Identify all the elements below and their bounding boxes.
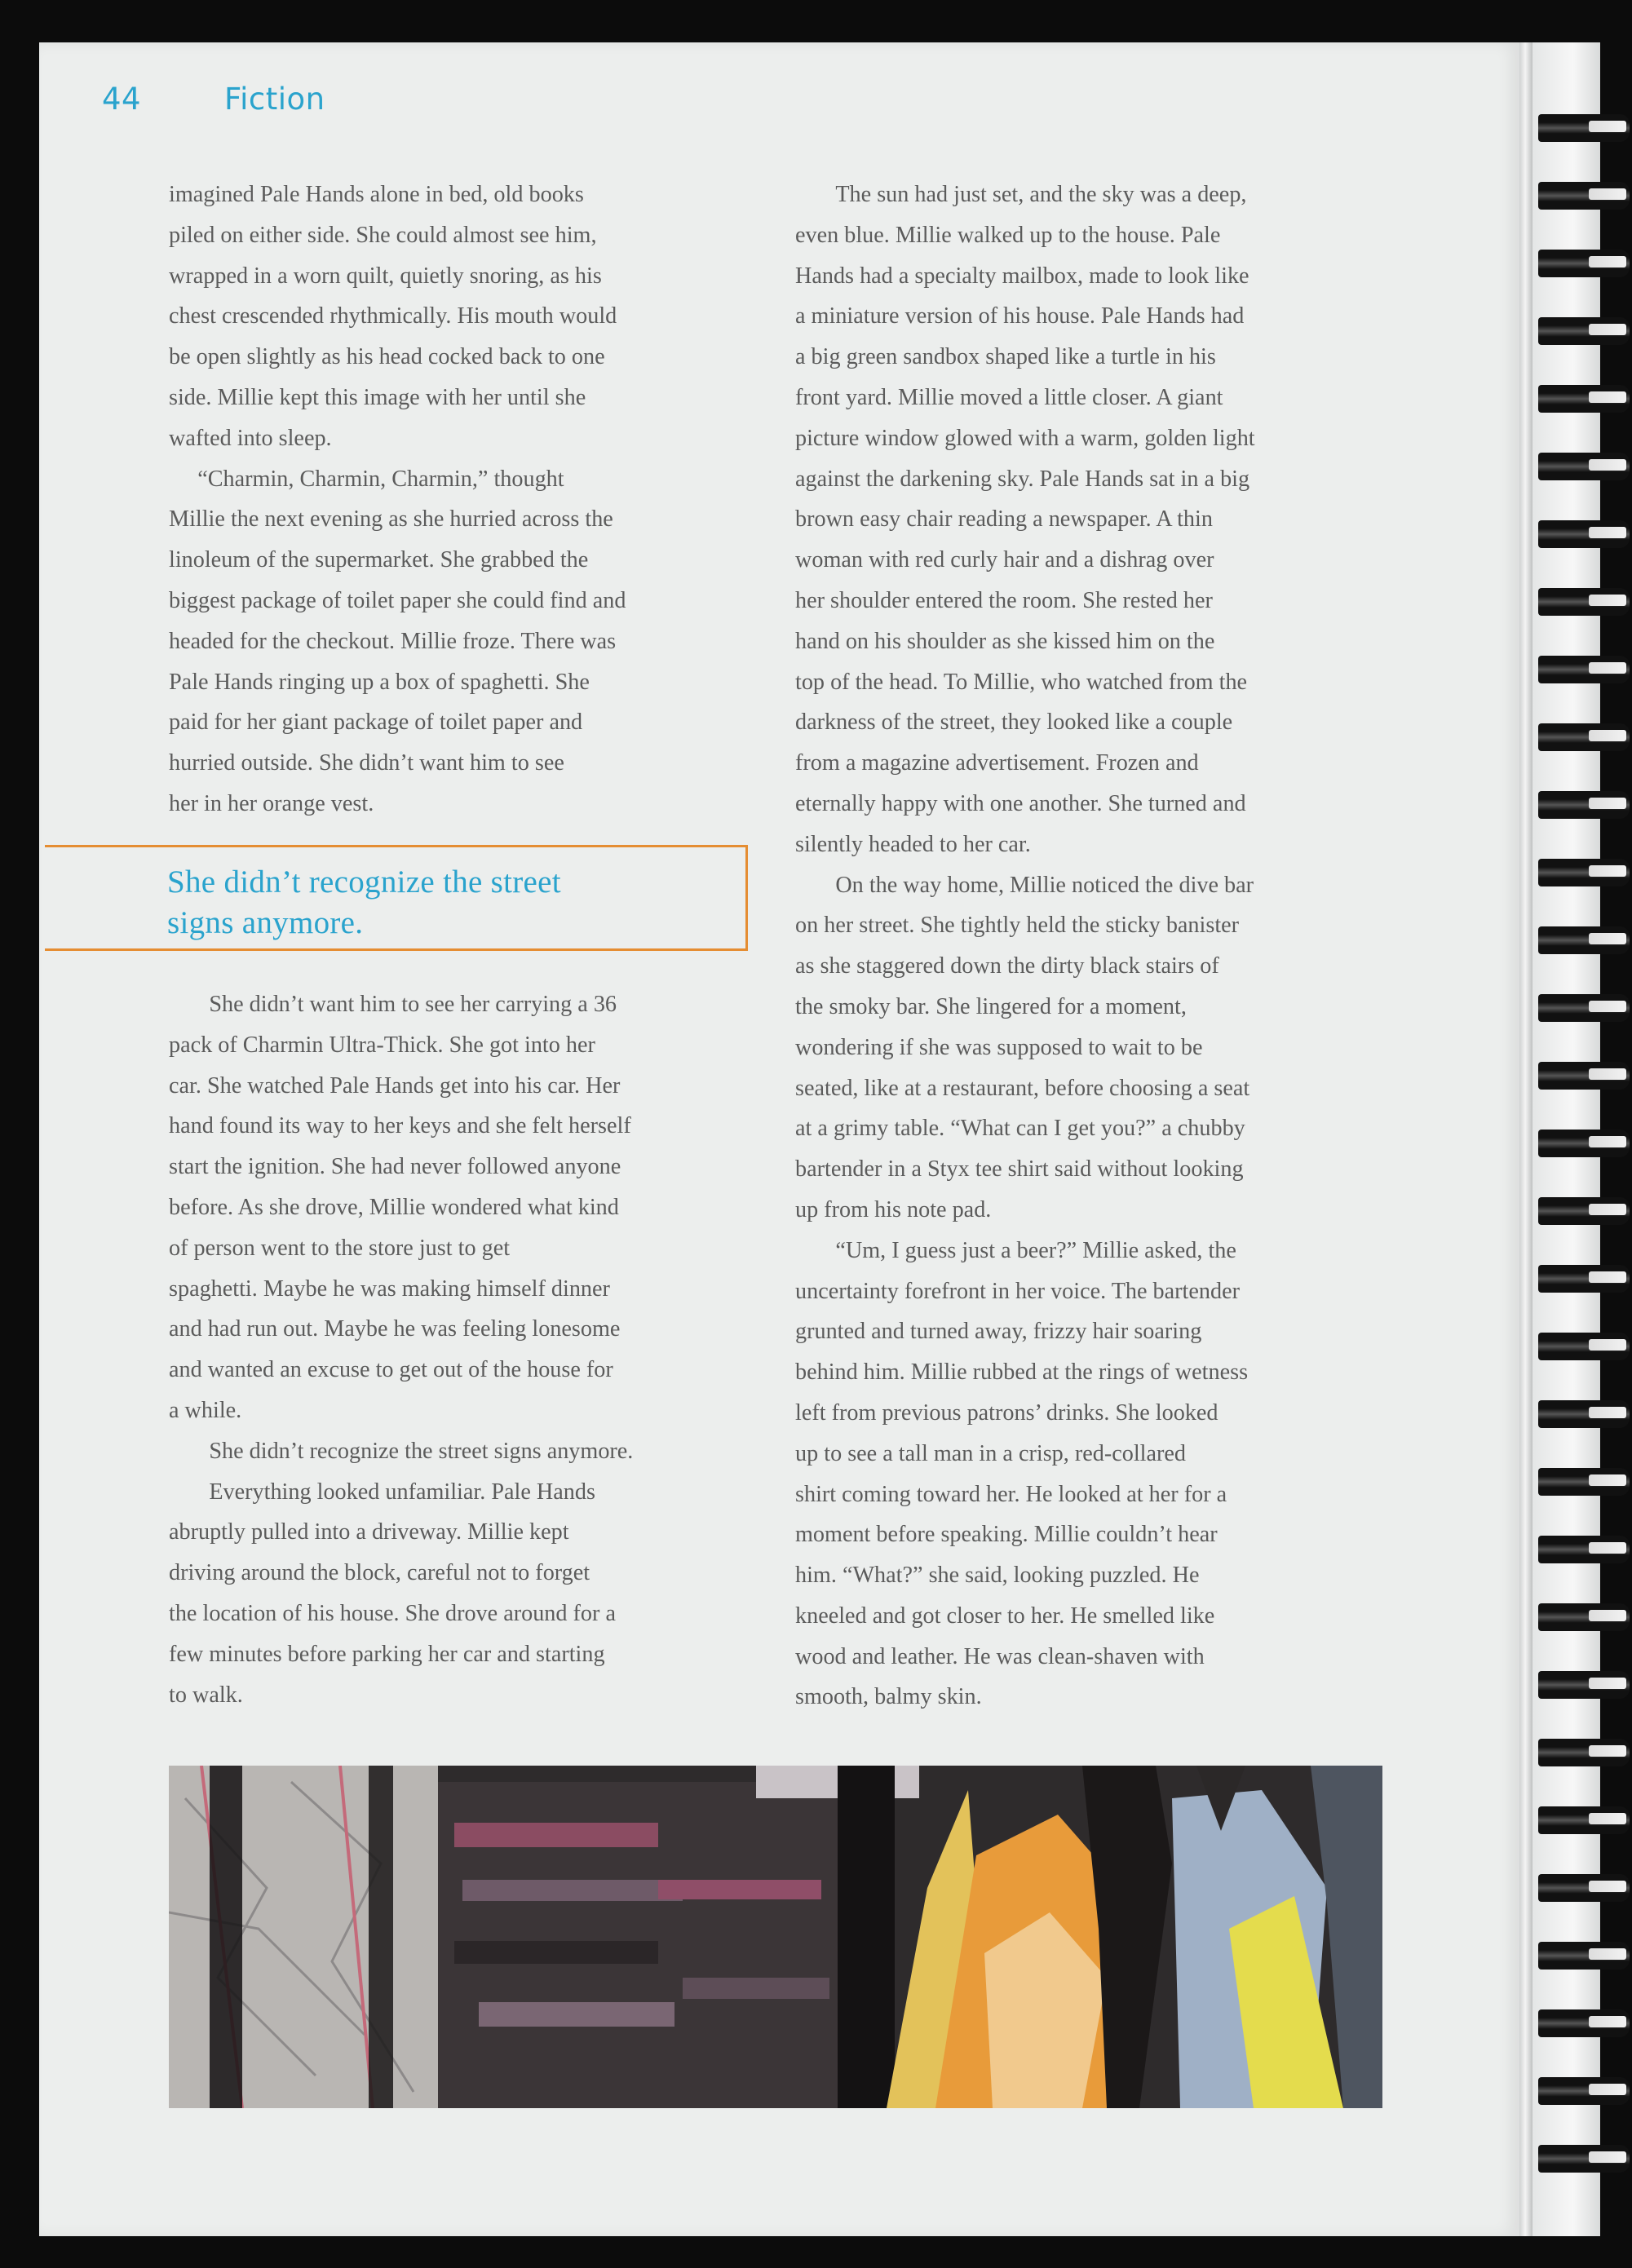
- spiral-binding-coil-icon: [1538, 520, 1630, 548]
- pull-quote-line: signs anymore.: [167, 905, 364, 940]
- spiral-binding-coil-icon: [1538, 2145, 1630, 2173]
- text-line: a while.: [169, 1397, 242, 1423]
- text-line: Everything looked unfamiliar. Pale Hands: [169, 1479, 595, 1505]
- pull-quote-box: [45, 845, 748, 951]
- text-line: “Charmin, Charmin, Charmin,” thought: [169, 466, 564, 492]
- text-line: as she staggered down the dirty black stairs of: [795, 953, 1219, 979]
- text-line: up from his note pad.: [795, 1196, 992, 1222]
- spiral-binding-coil-icon: [1538, 182, 1630, 210]
- text-line: the location of his house. She drove around for a: [169, 1600, 616, 1626]
- text-line: wondering if she was supposed to wait to be: [795, 1034, 1203, 1060]
- text-line: She didn’t want him to see her carrying a 36: [169, 992, 617, 1017]
- text-line: shirt coming toward her. He looked at her for a: [795, 1481, 1227, 1507]
- spiral-binding-coil-icon: [1538, 1062, 1630, 1090]
- text-line: Pale Hands ringing up a box of spaghetti. She: [169, 669, 590, 695]
- text-line: pack of Charmin Ultra-Thick. She got into her: [169, 1032, 595, 1058]
- text-line: She didn’t recognize the street signs anymore.: [169, 1438, 634, 1464]
- spiral-binding-coil-icon: [1538, 1400, 1630, 1428]
- text-line: biggest package of toilet paper she could find and: [169, 587, 626, 613]
- text-line: even blue. Millie walked up to the house. Pale: [795, 222, 1221, 248]
- text-line: smooth, balmy skin.: [795, 1684, 982, 1710]
- spiral-binding-coil-icon: [1538, 385, 1630, 413]
- illustration-artwork: [169, 1766, 1382, 2108]
- text-line: imagined Pale Hands alone in bed, old books: [169, 182, 584, 207]
- text-line: chest crescended rhythmically. His mouth would: [169, 303, 617, 329]
- spiral-binding-coil-icon: [1538, 1130, 1630, 1157]
- text-line: Millie the next evening as she hurried across the: [169, 506, 613, 533]
- spiral-binding-coil-icon: [1538, 453, 1630, 480]
- text-line: spaghetti. Maybe he was making himself dinner: [169, 1275, 610, 1302]
- text-line: on her street. She tightly held the sticky banister: [795, 913, 1240, 939]
- text-line: uncertainty forefront in her voice. The bartender: [795, 1278, 1240, 1304]
- text-line: against the darkening sky. Pale Hands sat in a big: [795, 466, 1250, 492]
- text-line: her in her orange vest.: [169, 790, 374, 816]
- text-line: hand found its way to her keys and she felt herself: [169, 1113, 631, 1139]
- text-line: wrapped in a worn quilt, quietly snoring, as his: [169, 263, 602, 289]
- text-line: Hands had a specialty mailbox, made to look like: [795, 263, 1249, 289]
- text-line: at a grimy table. “What can I get you?” a chubby: [795, 1116, 1245, 1142]
- spiral-binding-coil-icon: [1538, 859, 1630, 886]
- text-line: linoleum of the supermarket. She grabbed the: [169, 547, 589, 573]
- text-line: grunted and turned away, frizzy hair soaring: [795, 1319, 1202, 1345]
- text-line: piled on either side. She could almost see him,: [169, 222, 597, 248]
- spiral-binding-coil-icon: [1538, 1739, 1630, 1766]
- spiral-binding-coil-icon: [1538, 1197, 1630, 1225]
- pull-quote-line: She didn’t recognize the street: [167, 864, 561, 900]
- right-column: [795, 175, 1255, 1718]
- text-line: silently headed to her car.: [795, 831, 1031, 857]
- mixed-media-painting: [169, 1766, 1382, 2108]
- spiral-binding-coil-icon: [1538, 1806, 1630, 1834]
- text-line: picture window glowed with a warm, golden light: [795, 425, 1255, 451]
- text-line: abruptly pulled into a driveway. Millie kept: [169, 1519, 569, 1545]
- text-line: her shoulder entered the room. She rested her: [795, 587, 1213, 613]
- text-line: from a magazine advertisement. Frozen and: [795, 750, 1199, 776]
- text-line: a miniature version of his house. Pale Hands had: [795, 303, 1245, 329]
- spiral-binding-coil-icon: [1538, 1333, 1630, 1360]
- text-line: eternally happy with one another. She turned and: [795, 790, 1246, 816]
- spiral-binding-coil-icon: [1538, 114, 1630, 142]
- spiral-binding-coil-icon: [1538, 1603, 1630, 1631]
- text-line: top of the head. To Millie, who watched from the: [795, 669, 1248, 695]
- text-line: seated, like at a restaurant, before choosing a seat: [795, 1075, 1250, 1101]
- text-line: hurried outside. She didn’t want him to see: [169, 750, 564, 776]
- text-line: paid for her giant package of toilet paper and: [169, 710, 583, 736]
- text-line: hand on his shoulder as she kissed him on the: [795, 628, 1215, 654]
- section-title: Fiction: [224, 82, 325, 117]
- spiral-binding-coil-icon: [1538, 1671, 1630, 1699]
- text-line: “Um, I guess just a beer?” Millie asked, the: [795, 1237, 1236, 1263]
- text-line: kneeled and got closer to her. He smelled like: [795, 1603, 1215, 1629]
- spiral-binding-coil-icon: [1538, 1468, 1630, 1496]
- spiral-binding-coil-icon: [1538, 1942, 1630, 1970]
- text-line: wood and leather. He was clean-shaven with: [795, 1643, 1205, 1669]
- spiral-binding: [1532, 114, 1632, 2202]
- text-line: to walk.: [169, 1682, 243, 1708]
- text-line: woman with red curly hair and a dishrag over: [795, 547, 1214, 573]
- page-number: 44: [102, 82, 142, 117]
- spiral-binding-coil-icon: [1538, 656, 1630, 683]
- left-column-top: [169, 175, 626, 825]
- text-line: On the way home, Millie noticed the dive bar: [795, 872, 1254, 898]
- text-line: left from previous patrons’ drinks. She looked: [795, 1399, 1218, 1426]
- text-line: few minutes before parking her car and starting: [169, 1641, 605, 1667]
- text-line: headed for the checkout. Millie froze. There was: [169, 628, 617, 654]
- spiral-binding-coil-icon: [1538, 723, 1630, 751]
- text-line: and had run out. Maybe he was feeling lonesome: [169, 1316, 621, 1342]
- text-line: front yard. Millie moved a little closer. A giant: [795, 384, 1223, 410]
- text-line: the smoky bar. She lingered for a moment,: [795, 993, 1187, 1019]
- spiral-binding-coil-icon: [1538, 994, 1630, 1022]
- spiral-binding-coil-icon: [1538, 250, 1630, 277]
- text-line: darkness of the street, they looked like a couple: [795, 710, 1233, 736]
- page-edge: [1519, 42, 1532, 2236]
- spiral-binding-coil-icon: [1538, 791, 1630, 819]
- text-line: him. “What?” she said, looking puzzled. He: [795, 1563, 1200, 1589]
- spiral-binding-coil-icon: [1538, 588, 1630, 616]
- text-line: moment before speaking. Millie couldn’t hear: [795, 1522, 1218, 1548]
- text-line: of person went to the store just to get: [169, 1235, 511, 1261]
- pull-quote-text: [167, 862, 561, 944]
- text-line: start the ignition. She had never followed anyone: [169, 1154, 621, 1180]
- text-line: wafted into sleep.: [169, 425, 332, 451]
- text-line: up to see a tall man in a crisp, red-collared: [795, 1440, 1186, 1466]
- text-line: and wanted an excuse to get out of the house for: [169, 1357, 613, 1383]
- spiral-binding-coil-icon: [1538, 1536, 1630, 1563]
- text-line: side. Millie kept this image with her until she: [169, 384, 586, 410]
- text-line: brown easy chair reading a newspaper. A thin: [795, 506, 1213, 533]
- text-line: before. As she drove, Millie wondered what kind: [169, 1194, 619, 1220]
- spiral-binding-coil-icon: [1538, 1874, 1630, 1902]
- spiral-binding-coil-icon: [1538, 926, 1630, 954]
- text-line: driving around the block, careful not to forget: [169, 1560, 590, 1586]
- text-line: behind him. Millie rubbed at the rings of wetness: [795, 1359, 1249, 1386]
- text-line: a big green sandbox shaped like a turtle in his: [795, 344, 1216, 370]
- spiral-binding-coil-icon: [1538, 2009, 1630, 2037]
- spiral-binding-coil-icon: [1538, 2077, 1630, 2105]
- left-column-bottom: [169, 984, 633, 1715]
- text-line: car. She watched Pale Hands get into his car. Her: [169, 1072, 621, 1099]
- spiral-binding-coil-icon: [1538, 1265, 1630, 1293]
- spiral-binding-coil-icon: [1538, 317, 1630, 345]
- text-line: be open slightly as his head cocked back to one: [169, 344, 605, 370]
- text-line: bartender in a Styx tee shirt said without looking: [795, 1156, 1244, 1183]
- text-line: The sun had just set, and the sky was a deep,: [795, 182, 1247, 207]
